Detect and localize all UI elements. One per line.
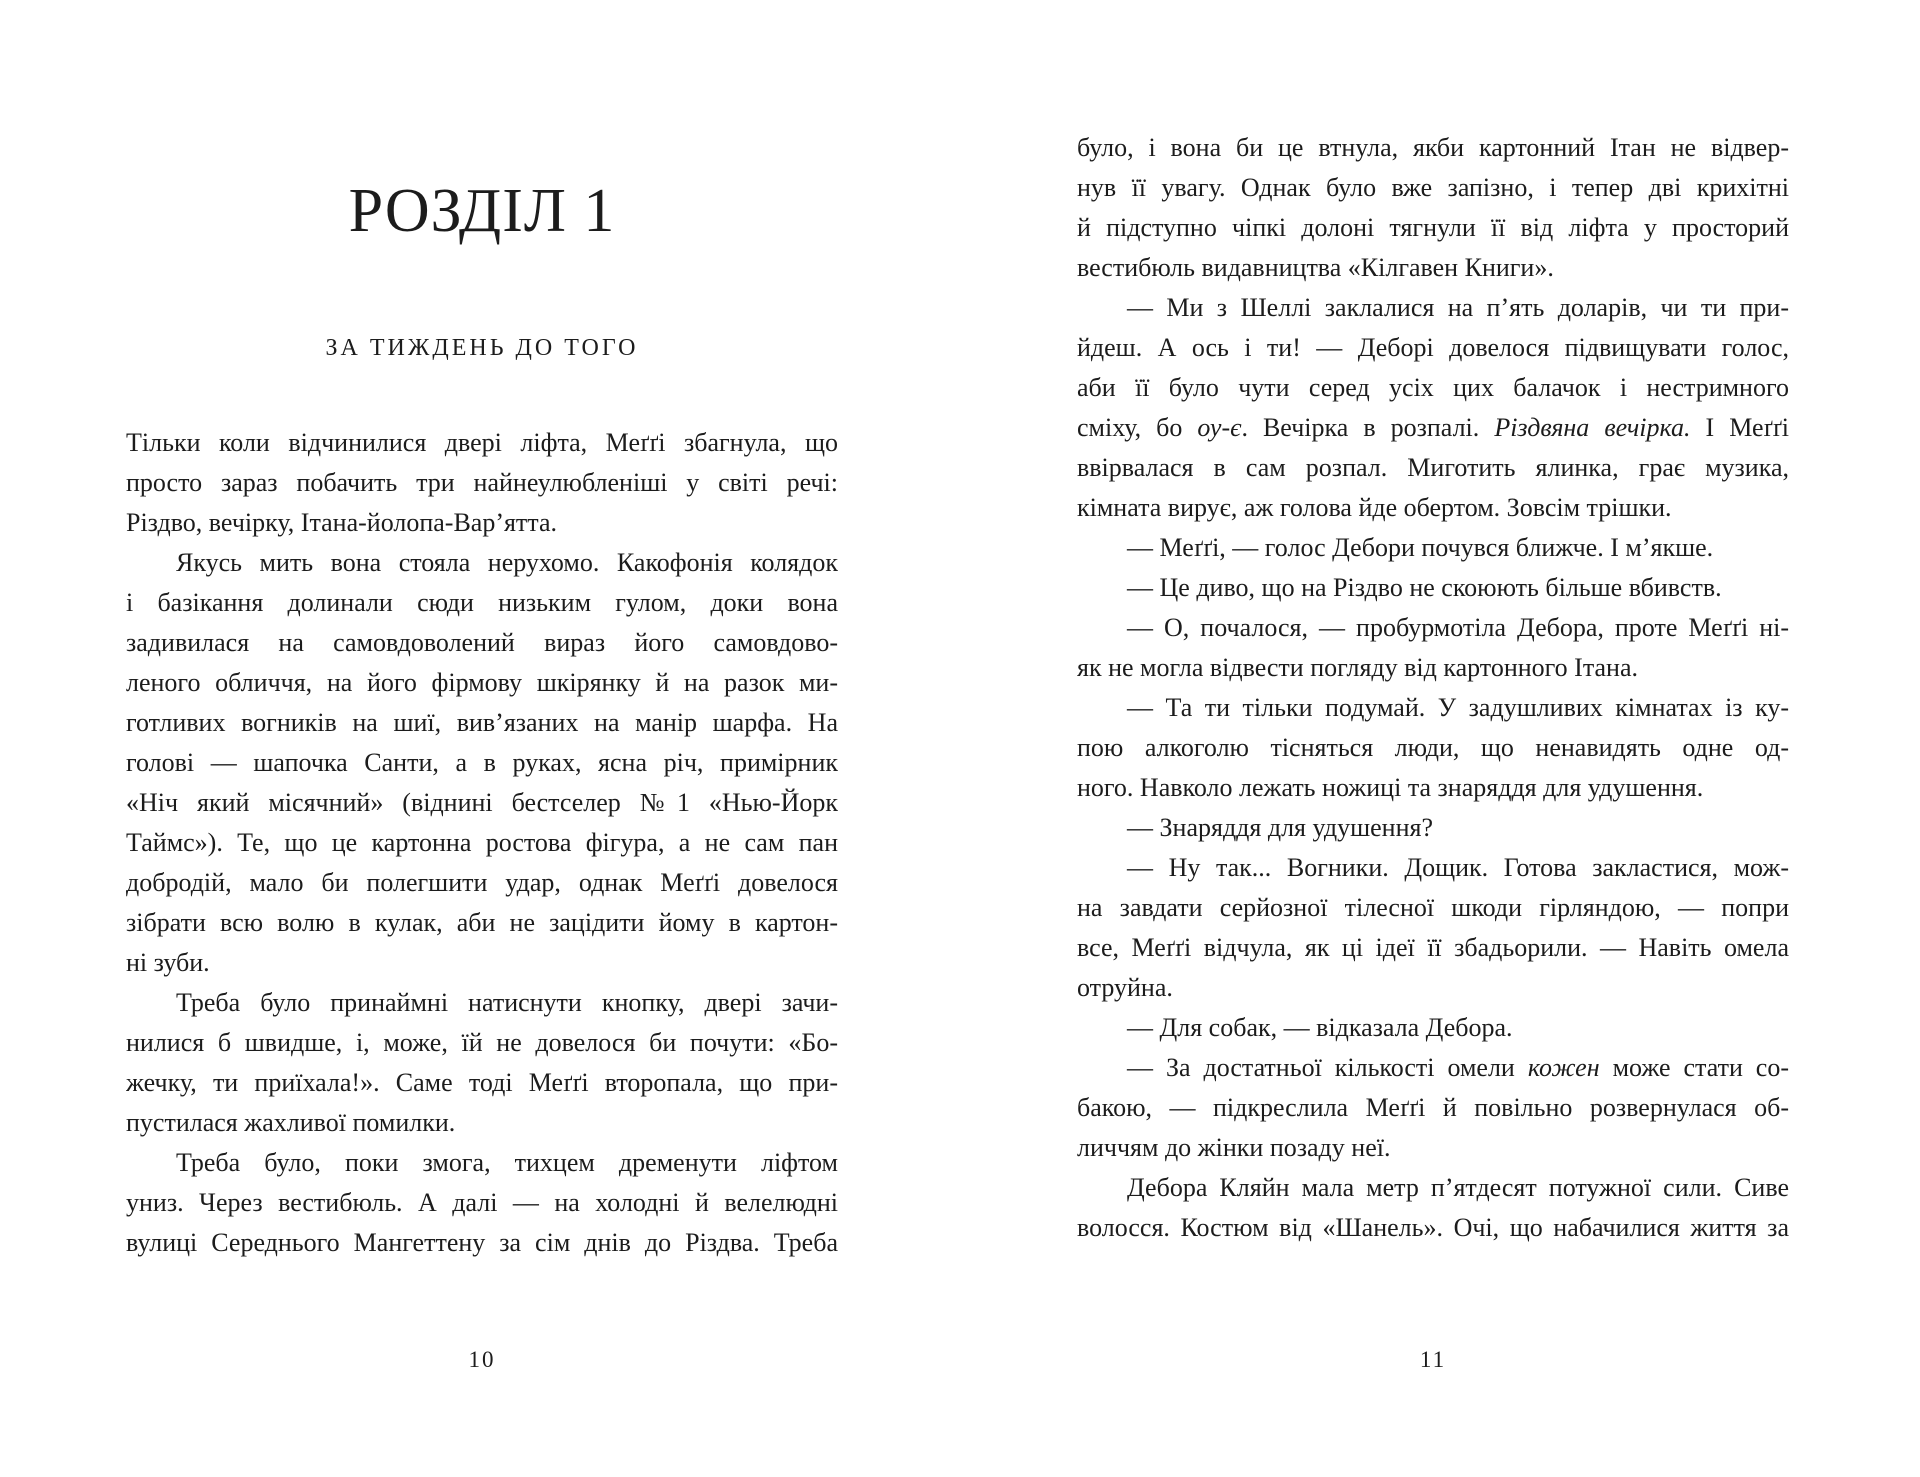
text-segment: задивилася на самовдоволений вираз його самовдово- xyxy=(126,628,838,657)
text-segment: вестибюль видавництва «Кілгавен Книги». xyxy=(1077,253,1554,282)
text-line xyxy=(126,423,838,463)
text-line xyxy=(126,1103,838,1143)
text-line xyxy=(126,1023,838,1063)
text-segment: було, і вона би це втнула, якби картонний Ітан не відвер- xyxy=(1077,133,1789,162)
text-segment: личчям до жінки позаду неї. xyxy=(1077,1133,1391,1162)
page-right xyxy=(960,0,1920,1477)
text-segment: Таймс»). Те, що це картонна ростова фігура, а не сам пан xyxy=(126,828,838,857)
text-segment: на завдати серйозної тілесної шкоди гірляндою, — попри xyxy=(1077,893,1789,922)
text-line xyxy=(126,543,838,583)
text-line xyxy=(1077,768,1789,808)
text-line xyxy=(1077,568,1789,608)
text-line xyxy=(1077,408,1789,448)
text-line xyxy=(126,663,838,703)
text-line xyxy=(1077,448,1789,488)
text-segment: — Це диво, що на Різдво не скоюють більше вбивств. xyxy=(1127,573,1722,602)
text-segment: волосся. Костюм від «Шанель». Очі, що набачилися життя за xyxy=(1077,1213,1789,1242)
text-segment: — Меґґі, — голос Дебори почувся ближче. І м’якше. xyxy=(1127,533,1714,562)
text-segment: Треба було принаймні натиснути кнопку, двері зачи- xyxy=(176,988,838,1017)
text-segment: і базікання долинали сюди низьким гулом, доки вона xyxy=(126,588,838,617)
text-segment: нув її увагу. Однак було вже запізно, і тепер дві крихітні xyxy=(1077,173,1789,202)
text-line xyxy=(126,503,838,543)
text-line xyxy=(126,863,838,903)
italic-text: оу-є xyxy=(1197,413,1242,442)
text-line xyxy=(1077,128,1789,168)
text-segment: отруйна. xyxy=(1077,973,1173,1002)
text-segment: готливих вогників на шиї, вив’язаних на манір шарфа. На xyxy=(126,708,838,737)
text-line xyxy=(1077,1168,1789,1208)
text-line xyxy=(126,583,838,623)
text-segment: Тільки коли відчинилися двері ліфта, Меґґі збагнула, що xyxy=(126,428,838,457)
left-page-text xyxy=(126,423,838,1263)
text-segment: Різдво, вечірку, Ітана-йолопа-Вар’ятта. xyxy=(126,508,558,537)
text-segment: — Знаряддя для удушення? xyxy=(1127,813,1433,842)
text-line xyxy=(1077,1008,1789,1048)
text-line xyxy=(1077,328,1789,368)
text-segment: жечку, ти приїхала!». Саме тоді Меґґі второпала, що при- xyxy=(126,1068,838,1097)
text-line xyxy=(126,1143,838,1183)
text-segment: зібрати всю волю в кулак, аби не зацідити йому в картон- xyxy=(126,908,838,937)
text-line xyxy=(1077,1128,1789,1168)
text-line xyxy=(126,743,838,783)
text-line xyxy=(1077,968,1789,1008)
text-line xyxy=(1077,168,1789,208)
text-line xyxy=(1077,1048,1789,1088)
text-segment: добродій, мало би полегшити удар, однак Меґґі довелося xyxy=(126,868,838,897)
text-line xyxy=(126,1063,838,1103)
text-segment: — За достатньої кількості омели xyxy=(1127,1053,1528,1082)
text-line xyxy=(1077,808,1789,848)
text-segment: голові — шапочка Санти, а в руках, ясна річ, примірник xyxy=(126,748,838,777)
text-segment: Дебора Кляйн мала метр п’ятдесят потужної сили. Сиве xyxy=(1127,1173,1789,1202)
text-line xyxy=(126,903,838,943)
text-segment: «Ніч який місячний» (віднині бестселер №1 «Нью-Йорк xyxy=(126,788,838,817)
text-segment: ного. Навколо лежать ножиці та знаряддя для удушення. xyxy=(1077,773,1704,802)
text-segment: вулиці Середнього Мангеттену за сім днів до Різдва. Треба xyxy=(126,1228,838,1257)
text-line xyxy=(126,623,838,663)
text-segment: Якусь мить вона стояла нерухомо. Какофонія колядок xyxy=(176,548,838,577)
text-line xyxy=(1077,848,1789,888)
text-segment: пою алкоголю тісняться люди, що ненавидять одне од- xyxy=(1077,733,1789,762)
right-page-text xyxy=(1077,128,1789,1248)
text-line xyxy=(126,783,838,823)
text-segment: нилися б швидше, і, може, їй не довелося би почути: «Бо- xyxy=(126,1028,838,1057)
text-line xyxy=(1077,528,1789,568)
text-line xyxy=(1077,608,1789,648)
text-segment: І Меґґі xyxy=(1690,413,1789,442)
text-segment: бакою, — підкреслила Меґґі й повільно розвернулася об- xyxy=(1077,1093,1789,1122)
text-segment: може стати со- xyxy=(1599,1053,1789,1082)
text-line xyxy=(1077,1088,1789,1128)
text-segment: — Ми з Шеллі заклалися на п’ять доларів, чи ти при- xyxy=(1127,293,1789,322)
text-line xyxy=(1077,728,1789,768)
text-line xyxy=(126,943,838,983)
text-line xyxy=(126,1183,838,1223)
text-segment: — О, почалося, — пробурмотіла Дебора, проте Меґґі ні- xyxy=(1127,613,1789,642)
text-segment: як не могла відвести погляду від картонного Ітана. xyxy=(1077,653,1638,682)
text-segment: . Вечірка в розпалі. xyxy=(1241,413,1495,442)
text-segment: сміху, бо xyxy=(1077,413,1198,442)
right-page-number: 11 xyxy=(1419,1347,1447,1372)
text-segment: ввірвалася в сам розпал. Миготить ялинка, грає музика, xyxy=(1077,453,1789,482)
text-segment: униз. Через вестибюль. А далі — на холодні й велелюдні xyxy=(126,1188,838,1217)
text-line xyxy=(1077,928,1789,968)
section-subtitle: ЗА ТИЖДЕНЬ ДО ТОГО xyxy=(325,335,639,361)
text-segment: пустилася жахливої помилки. xyxy=(126,1108,456,1137)
text-line xyxy=(1077,248,1789,288)
text-line xyxy=(1077,488,1789,528)
text-segment: все, Меґґі відчула, як ці ідеї її збадьорили. — Навіть омела xyxy=(1077,933,1789,962)
chapter-title: РОЗДІЛ 1 xyxy=(348,177,616,245)
text-line xyxy=(1077,688,1789,728)
italic-text: Різдвяна вечірка. xyxy=(1494,413,1691,442)
text-segment: — Для собак, — відказала Дебора. xyxy=(1127,1013,1513,1042)
text-line xyxy=(1077,368,1789,408)
text-line xyxy=(126,463,838,503)
text-segment: — Та ти тільки подумай. У задушливих кімнатах із ку- xyxy=(1127,693,1789,722)
text-line xyxy=(126,983,838,1023)
text-line xyxy=(1077,208,1789,248)
text-segment: — Ну так... Вогники. Дощик. Готова закластися, мож- xyxy=(1127,853,1789,882)
text-segment: Треба було, поки змога, тихцем дременути ліфтом xyxy=(176,1148,838,1177)
text-segment: й підступно чіпкі долоні тягнули її від ліфта у просторий xyxy=(1077,213,1789,242)
text-segment: аби її було чути серед усіх цих балачок і нестримного xyxy=(1077,373,1789,402)
text-segment: кімната вирує, аж голова йде обертом. Зовсім трішки. xyxy=(1077,493,1672,522)
text-segment: ні зуби. xyxy=(126,948,210,977)
text-line xyxy=(126,823,838,863)
text-line xyxy=(1077,888,1789,928)
text-line xyxy=(126,1223,838,1263)
text-segment: леного обличчя, на його фірмову шкірянку й на разок ми- xyxy=(126,668,838,697)
left-page-number: 10 xyxy=(468,1347,496,1372)
text-line xyxy=(126,703,838,743)
text-line xyxy=(1077,288,1789,328)
text-line xyxy=(1077,1208,1789,1248)
text-line xyxy=(1077,648,1789,688)
italic-text: кожен xyxy=(1527,1053,1600,1082)
text-segment: йдеш. А ось і ти! — Деборі довелося підвищувати голос, xyxy=(1077,333,1789,362)
text-segment: просто зараз побачить три найнеулюбленіші у світі речі: xyxy=(126,468,838,497)
